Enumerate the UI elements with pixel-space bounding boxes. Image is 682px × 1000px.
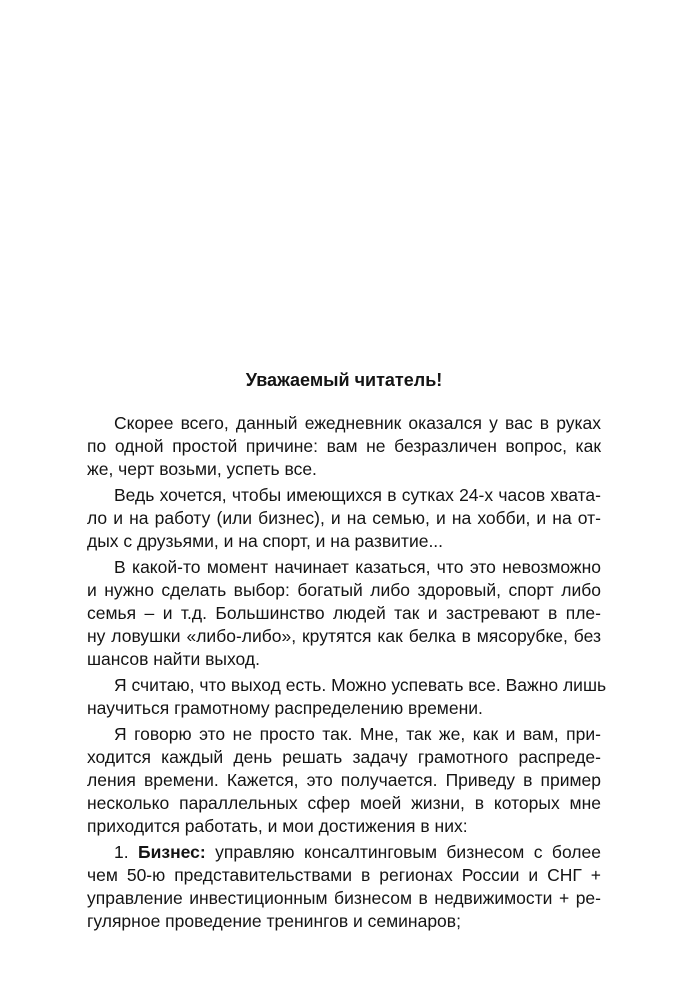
text-line: научиться грамотному распределению времени. bbox=[87, 698, 483, 718]
page-title: Уважаемый читатель! bbox=[245, 370, 443, 390]
text-line: ну ловушки «либо-либо», крутятся как белка в мясорубке, без bbox=[87, 626, 601, 646]
text-line: ходится каждый день решать задачу грамотного распреде- bbox=[87, 747, 601, 767]
text-line: шансов найти выход. bbox=[87, 649, 260, 669]
paragraph bbox=[87, 723, 601, 838]
text-line: ло и на работу (или бизнес), и на семью, и на хобби, и на от- bbox=[87, 508, 601, 528]
text-line: приходится работать, и мои достижения в них: bbox=[87, 816, 468, 836]
text-line: дых с друзьями, и на спорт, и на развитие... bbox=[87, 531, 444, 551]
paragraph bbox=[87, 556, 601, 671]
text-line: управление инвестиционным бизнесом в недвижимости + ре- bbox=[87, 888, 601, 908]
list-item-first-line bbox=[87, 841, 601, 864]
text-line: и нужно сделать выбор: богатый либо здоровый, спорт либо bbox=[87, 580, 601, 600]
list-item-text: управляю консалтинговым бизнесом с более bbox=[215, 842, 601, 862]
list-item-number: 1. bbox=[114, 842, 129, 862]
text-line: В какой-то момент начинает казаться, что это невозможно bbox=[114, 557, 601, 577]
text-line: Я считаю, что выход есть. Можно успевать все. Важно лишь bbox=[114, 675, 607, 695]
text-line: чем 50-ю представительствами в регионах России и СНГ + bbox=[87, 865, 601, 885]
text-line: семья – и т.д. Большинство людей так и застревают в пле- bbox=[87, 603, 601, 623]
text-line: Скорее всего, данный ежедневник оказался у вас в руках bbox=[114, 413, 601, 433]
text-line: же, черт возьми, успеть все. bbox=[87, 459, 317, 479]
text-block bbox=[87, 369, 607, 933]
text-line: гулярное проведение тренингов и семинаров; bbox=[87, 911, 461, 931]
list-item bbox=[87, 841, 601, 933]
text-line: несколько параллельных сфер моей жизни, в которых мне bbox=[87, 793, 601, 813]
paragraph bbox=[87, 674, 607, 720]
paragraph bbox=[87, 412, 601, 481]
text-line: ления времени. Кажется, это получается. Приведу в пример bbox=[87, 770, 601, 790]
list-item-term: Бизнес: bbox=[138, 842, 206, 862]
text-line: Ведь хочется, чтобы имеющихся в сутках 24-х часов хвата- bbox=[114, 485, 601, 505]
text-line: Я говорю это не просто так. Мне, так же, как и вам, при- bbox=[114, 724, 601, 744]
paragraph bbox=[87, 484, 601, 553]
text-line: по одной простой причине: вам не безразличен вопрос, как bbox=[87, 436, 601, 456]
